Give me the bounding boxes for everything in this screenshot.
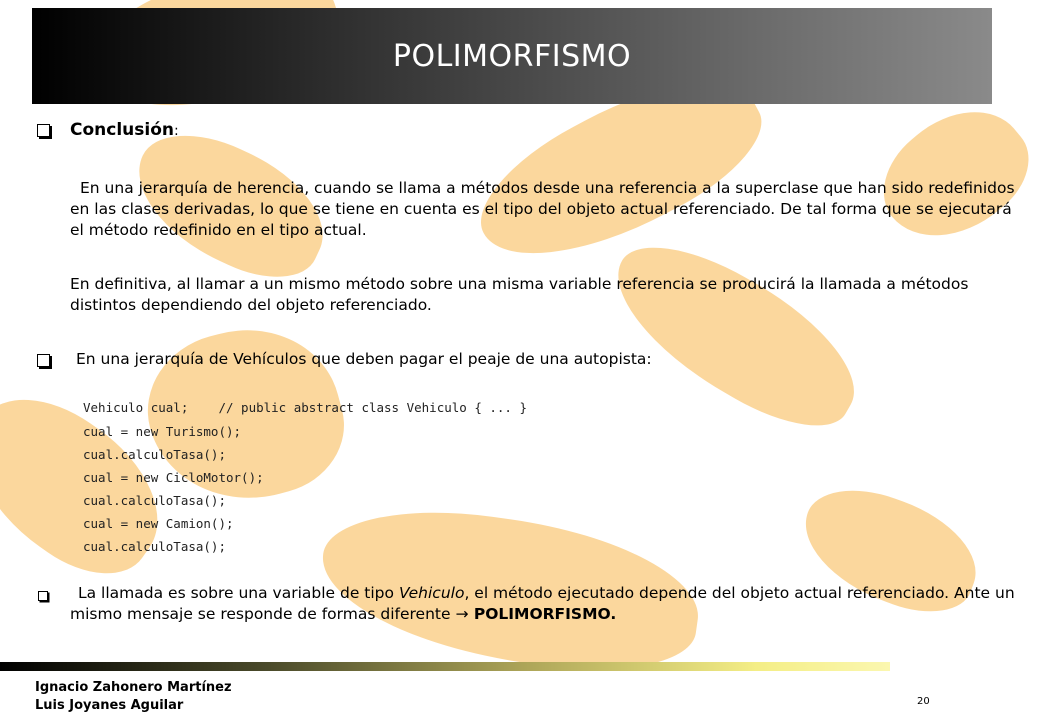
- final-point: La llamada es sobre una variable de tipo Vehiculo, el método ejecutado depende del objeto actual referenciado. Ante un mismo mensaje se responde de formas diferente → POLIMORFISMO.: [70, 584, 1015, 623]
- vehicles-intro: En una jerarquía de Vehículos que deben pagar el peaje de una autopista:: [76, 350, 652, 368]
- code-line: cual.calculoTasa();: [83, 447, 226, 462]
- code-line: cual.calculoTasa();: [83, 493, 226, 508]
- checkbox-bullet-icon: [38, 591, 48, 601]
- code-line: cual = new Camion();: [83, 516, 234, 531]
- checkbox-bullet-icon: [37, 124, 50, 137]
- conclusion-paragraph-2: En definitiva, al llamar a un mismo método sobre una misma variable referencia se producirá la llamada a métodos distintos dependiendo del objeto referenciado.: [70, 275, 969, 314]
- code-line: cual.calculoTasa();: [83, 539, 226, 554]
- code-line: cual = new Turismo();: [83, 424, 242, 439]
- checkbox-bullet-icon: [37, 354, 50, 367]
- arrow-right-icon: →: [455, 605, 469, 623]
- author-name: Luis Joyanes Aguilar: [35, 698, 184, 713]
- footer-gradient-bar: [0, 662, 890, 671]
- page-number: 20: [917, 696, 930, 707]
- code-line: Vehiculo cual; // public abstract class Vehiculo { ... }: [83, 400, 528, 415]
- slide-title: POLIMORFISMO: [392, 38, 632, 74]
- author-name: Ignacio Zahonero Martínez: [35, 680, 232, 695]
- conclusion-heading: Conclusión:: [70, 120, 179, 140]
- code-line: cual = new CicloMotor();: [83, 470, 264, 485]
- conclusion-paragraph-1: En una jerarquía de herencia, cuando se llama a métodos desde una referencia a la superclase que han sido redefinidos en las clases derivadas, lo que se tiene en cuenta es el tipo del objeto actual referenciado. De tal forma que se ejecutará el método redefinido en el tipo actual.: [70, 179, 1015, 239]
